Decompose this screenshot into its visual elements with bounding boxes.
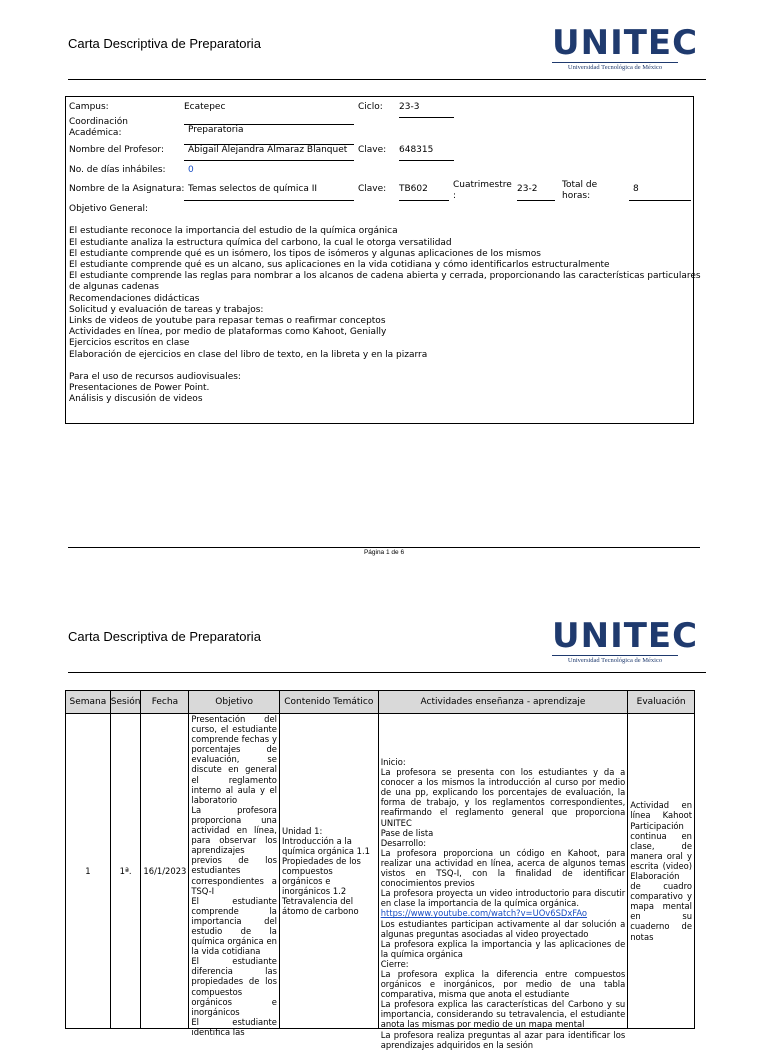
cuatrimestre-label: Cuatrimestre : bbox=[453, 180, 512, 201]
objetivo-paragraph: La profesora proporciona una actividad en línea, para observar los aprendizajes previos de los estudiantes correspondientes a TSQ-I bbox=[191, 804, 277, 896]
video-link[interactable]: https://www.youtube.com/watch?v=UOv6SDxFAo bbox=[380, 908, 588, 919]
page1-footer: Página 1 de 6 bbox=[363, 549, 405, 556]
contenido-text: Unidad 1: Introducción a la química orgánica 1.1 Propiedades de los compuestos orgánicos e inorgánicos 1.2 Tetravalencia del átomo de carbono bbox=[281, 825, 370, 917]
objetivo-line: Para el uso de recursos audiovisuales: bbox=[69, 372, 241, 383]
cell-semana: 1 bbox=[66, 714, 111, 1029]
horas-label: Total de horas: bbox=[562, 180, 598, 201]
objetivo-line: Ejercicios escritos en clase bbox=[69, 338, 190, 349]
profesor-label: Nombre del Profesor: bbox=[69, 145, 164, 155]
objetivo-line: El estudiante comprende las reglas para nombrar a los alcanos de cadena abierta y cerrada, proporcionando las características particulares bbox=[69, 271, 701, 282]
header-evaluacion: Evaluación bbox=[628, 691, 695, 714]
asignatura-label: Nombre de la Asignatura: bbox=[69, 184, 185, 194]
header-contenido: Contenido Temático bbox=[279, 691, 378, 714]
header-semana: Semana bbox=[66, 691, 111, 714]
table-header-row bbox=[66, 691, 695, 714]
page1-title: Carta Descriptiva de Preparatoria bbox=[68, 36, 261, 51]
coordinacion-value: Preparatoria bbox=[184, 124, 354, 145]
objetivo-line: Actividades en línea, por medio de plataformas como Kahoot, Genially bbox=[69, 327, 387, 338]
page2-header-divider bbox=[68, 672, 706, 673]
clave-prof-label: Clave: bbox=[358, 145, 387, 155]
objetivo-line: Solicitud y evaluación de tareas y trabajos: bbox=[69, 304, 264, 315]
clave-prof-value: 648315 bbox=[399, 145, 454, 161]
dias-label: No. de días inhábiles: bbox=[69, 165, 166, 175]
coordinacion-label: Coordinación Académica: bbox=[69, 117, 128, 138]
page1-unitec-logo bbox=[552, 23, 699, 73]
objetivo-paragraph: Presentación del curso, el estudiante comprende fechas y porcentajes de evaluación, se discute en general el reglamento interno al aula y el laboratorio bbox=[191, 714, 277, 805]
objetivo-paragraph: El estudiante comprende la importancia del estudio de la química orgánica en la vida cotidiana bbox=[191, 895, 277, 957]
logo-subtitle: Universidad Tecnológica de México bbox=[552, 655, 678, 666]
actividad-paragraph: La profesora proporciona un código en Kahoot, para realizar una actividad en línea, acerca de algunos temas vistos en TSQ-I, con la finalidad de identificar conocimientos previos bbox=[380, 847, 626, 889]
actividad-paragraph: Inicio: bbox=[380, 757, 406, 767]
campus-value: Ecatepec bbox=[184, 102, 226, 112]
table-row bbox=[66, 714, 695, 1029]
page1-header-divider bbox=[68, 79, 706, 80]
objetivo-line: Objetivo General: bbox=[69, 204, 149, 214]
actividad-paragraph: Los estudiantes participan activamente al dar solución a algunas preguntas asociadas al video proyectado bbox=[380, 918, 626, 939]
objetivo-line: El estudiante analiza la estructura química del carbono, la cual le otorga versatilidad bbox=[69, 237, 452, 248]
header-actividades: Actividades enseñanza - aprendizaje bbox=[378, 691, 628, 714]
actividad-paragraph: Pase de lista bbox=[380, 827, 434, 838]
header-objetivo: Objetivo bbox=[189, 691, 280, 714]
logo-subtitle: Universidad Tecnológica de México bbox=[552, 62, 678, 73]
profesor-value: Abigail Alejandra Almaraz Blanquet bbox=[184, 145, 354, 161]
schedule-table bbox=[65, 690, 695, 1050]
header-sesion: Sesión bbox=[110, 691, 141, 714]
objetivo-line: El estudiante reconoce la importancia del estudio de la química orgánica bbox=[69, 226, 398, 237]
actividad-paragraph: Desarrollo: bbox=[380, 837, 427, 848]
objetivo-general-block bbox=[69, 204, 701, 406]
page2-title: Carta Descriptiva de Preparatoria bbox=[68, 629, 261, 644]
header-fecha: Fecha bbox=[141, 691, 189, 714]
horas-value: 8 bbox=[629, 184, 691, 201]
actividad-paragraph: La profesora explica la diferencia entre compuestos orgánicos e inorgánicos, por medio de una tabla comparativa, misma que anota el estudiante bbox=[380, 968, 626, 1000]
actividad-paragraph: La profesora se presenta con los estudiantes y da a conocer a los mismos la introducción al curso por medio de una pp, explicando los porcentajes de evaluación, la forma de trabajo, y los reglamentos correspondientes, reafirmando el reglamento general que proporciona UNITEC bbox=[380, 767, 626, 828]
page1-header bbox=[68, 0, 708, 80]
objetivo-line bbox=[69, 361, 691, 372]
page2-header bbox=[68, 593, 708, 673]
dias-value: 0 bbox=[188, 165, 194, 175]
actividad-paragraph: La profesora realiza preguntas al azar para identificar los aprendizajes adquiridos en la sesión bbox=[380, 1029, 626, 1050]
ciclo-label: Ciclo: bbox=[358, 102, 383, 112]
objetivo-line: Recomendaciones didácticas bbox=[69, 293, 200, 304]
page2-unitec-logo bbox=[552, 616, 699, 666]
clave-asig-value: TB602 bbox=[399, 184, 449, 201]
actividad-paragraph: La profesora proyecta un video introductorio para discutir en clase la importancia de la química orgánica. bbox=[380, 888, 626, 909]
objetivo-line: Análisis y discusión de videos bbox=[69, 394, 203, 405]
objetivo-line: El estudiante comprende qué es un alcano, sus aplicaciones en la vida cotidiana y cómo identificarlos estructuralmente bbox=[69, 260, 610, 271]
cell-sesion: 1ª. bbox=[110, 714, 141, 1029]
evaluacion-text: Actividad en línea Kahoot Participación continua en clase, de manera oral y escrita (video) Elaboración de cuadro comparativo y mapa mental en su cuaderno de notas bbox=[630, 800, 692, 942]
logo-wordmark: UNITEC bbox=[552, 23, 699, 63]
page1-footer-divider bbox=[68, 547, 700, 548]
objetivo-line: El estudiante comprende qué es un isómero, los tipos de isómeros y algunas aplicaciones de los mismos bbox=[69, 248, 541, 259]
cell-contenido bbox=[279, 714, 378, 1029]
objetivo-line bbox=[69, 215, 691, 226]
cell-actividades bbox=[378, 714, 628, 1050]
cell-evaluacion bbox=[628, 714, 695, 1029]
cuatrimestre-value: 23-2 bbox=[517, 184, 555, 201]
cell-objetivo bbox=[189, 714, 280, 1037]
actividad-paragraph: La profesora explica las características del Carbono y su importancia, considerando su tetravalencia, el estudiante anota las mismas por medio de un mapa mental bbox=[380, 999, 626, 1030]
objetivo-line: de algunas cadenas bbox=[69, 282, 159, 293]
ciclo-value: 23-3 bbox=[399, 102, 454, 118]
actividad-paragraph: La profesora explica la importancia y las aplicaciones de la química orgánica bbox=[380, 938, 626, 959]
objetivo-paragraph: El estudiante identifica las bbox=[191, 1016, 277, 1037]
asignatura-value: Temas selectos de química II bbox=[184, 184, 354, 201]
objetivo-paragraph: El estudiante diferencia las propiedades de los compuestos orgánicos e inorgánicos bbox=[191, 956, 277, 1017]
objetivo-line: Presentaciones de Power Point. bbox=[69, 383, 210, 394]
page1-info-box bbox=[65, 96, 701, 424]
campus-label: Campus: bbox=[69, 102, 109, 112]
objetivo-line: Links de videos de youtube para repasar temas o reafirmar conceptos bbox=[69, 316, 386, 327]
actividad-paragraph: Cierre: bbox=[380, 958, 409, 969]
objetivo-line: Elaboración de ejercicios en clase del libro de texto, en la libreta y en la pizarra bbox=[69, 349, 428, 360]
cell-fecha: 16/1/2023 bbox=[141, 714, 189, 1029]
clave-asig-label: Clave: bbox=[358, 184, 387, 194]
logo-wordmark: UNITEC bbox=[552, 616, 699, 656]
